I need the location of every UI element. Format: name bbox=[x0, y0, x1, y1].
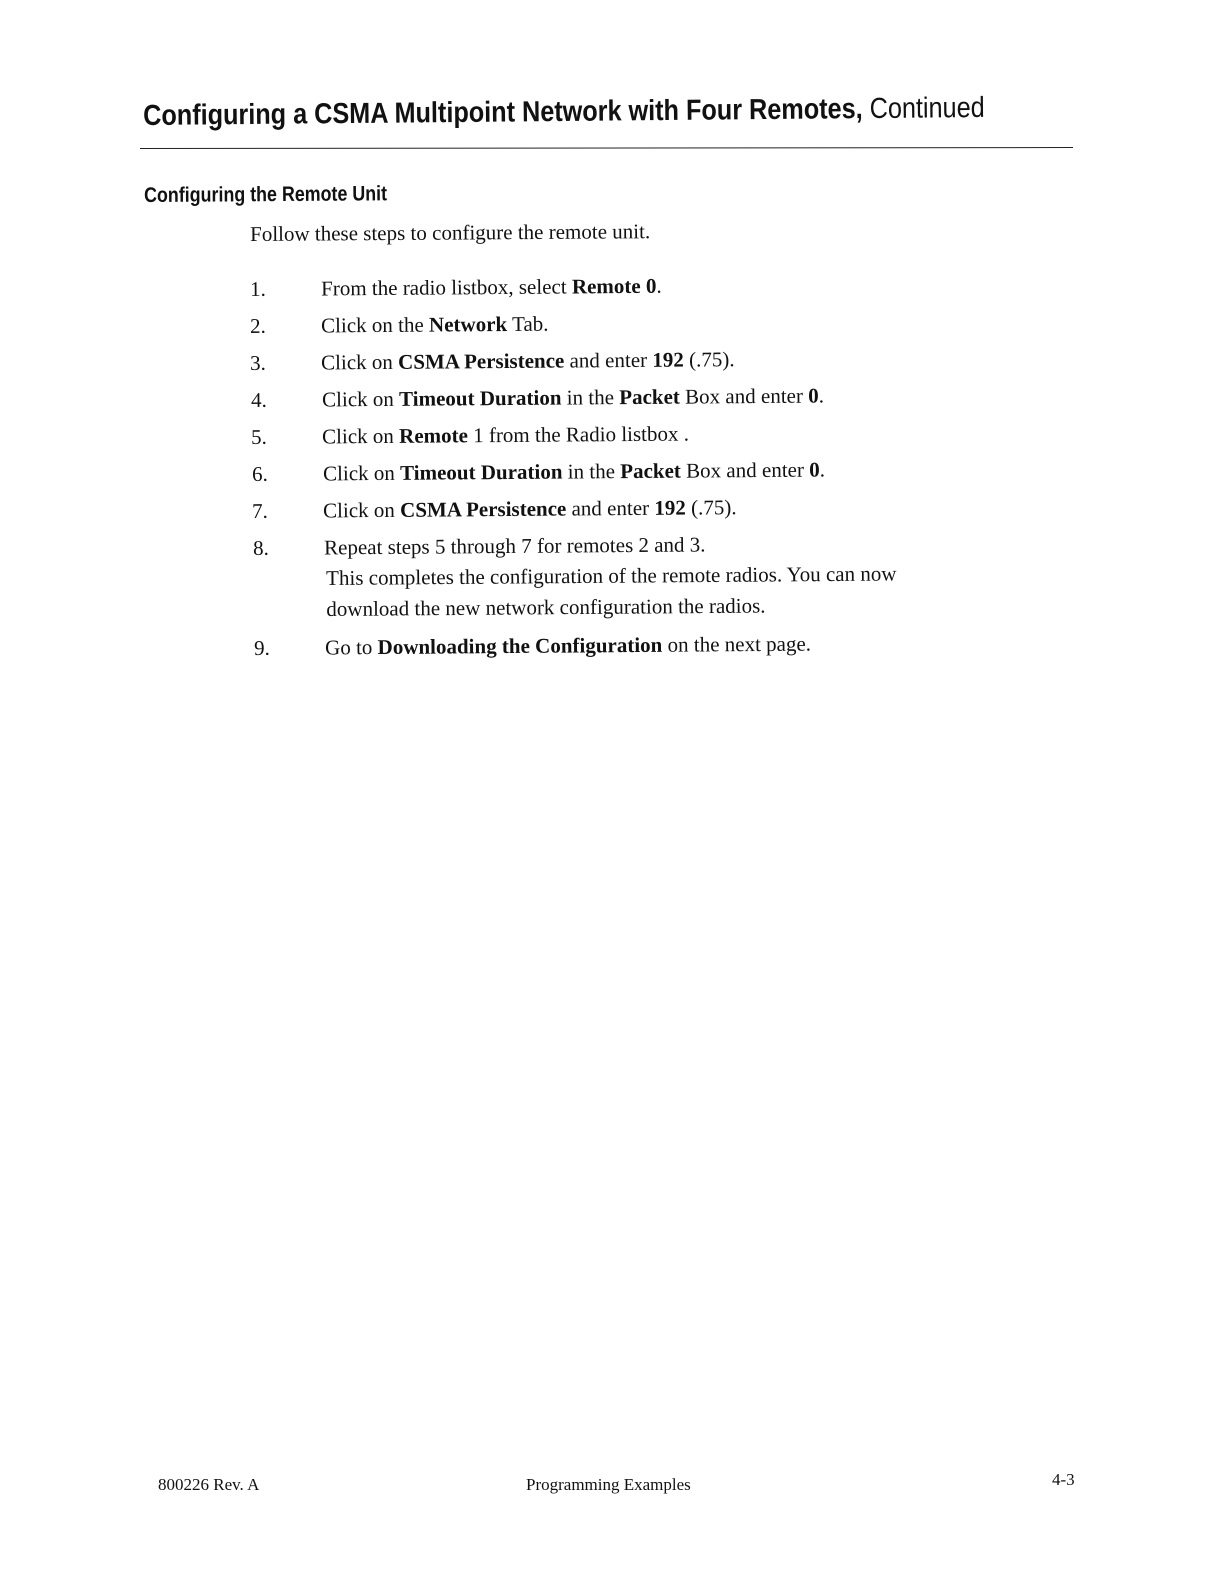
step-text-run: From the radio listbox, select bbox=[321, 274, 572, 301]
step-number: 9. bbox=[254, 635, 270, 660]
note-line-1: This completes the configuration of the remote radios. You can now bbox=[326, 561, 897, 590]
step-number: 4. bbox=[251, 387, 267, 412]
step-text-bold: Downloading the Configuration bbox=[377, 632, 663, 660]
step-text-bold: 0 bbox=[809, 457, 820, 482]
step-text bbox=[322, 421, 689, 450]
step-text-bold: Timeout Duration bbox=[399, 385, 562, 411]
step-text-run: . bbox=[818, 383, 825, 408]
step-text-run: . bbox=[819, 457, 826, 482]
page-title-continued: Continued bbox=[869, 91, 985, 126]
step-text bbox=[321, 311, 549, 339]
footer-page-number: 4-3 bbox=[1052, 1470, 1075, 1489]
step-text-bold: Remote bbox=[399, 423, 468, 448]
step-text-run: Click on bbox=[321, 349, 399, 375]
step-text-run: Box and enter bbox=[680, 457, 810, 483]
step-text-run: Tab. bbox=[507, 311, 549, 336]
step-text-run: in the bbox=[561, 385, 620, 410]
step-number: 6. bbox=[252, 461, 268, 486]
step-text-bold: 192 bbox=[652, 347, 684, 372]
step-number: 1. bbox=[250, 276, 266, 301]
note-line-2: download the new network configuration the radios. bbox=[326, 593, 766, 621]
page-title-main: Configuring a CSMA Multipoint Network with Four Remotes, bbox=[143, 93, 863, 132]
step-text-run: Click on bbox=[322, 386, 400, 412]
step-text-run: (.75). bbox=[685, 495, 737, 520]
footer-chapter: Programming Examples bbox=[526, 1475, 691, 1494]
step-text bbox=[321, 273, 662, 302]
step-text-bold: Packet bbox=[620, 458, 681, 484]
footer-doc-number: 800226 Rev. A bbox=[158, 1475, 260, 1494]
step-text-run: Click on the bbox=[321, 312, 430, 338]
step-8-note bbox=[326, 558, 1026, 625]
step-number: 8. bbox=[253, 535, 269, 560]
step-text bbox=[323, 494, 737, 523]
step-text-bold: Remote 0 bbox=[571, 273, 657, 299]
step-text bbox=[325, 631, 811, 661]
step-text-run: and enter bbox=[564, 347, 653, 373]
step-text-run: on the next page. bbox=[662, 631, 812, 657]
step-text-run: in the bbox=[562, 459, 621, 484]
step-text-run: and enter bbox=[566, 495, 655, 521]
step-text-run: Go to bbox=[325, 635, 378, 660]
step-text-run: 1 from the Radio listbox . bbox=[467, 421, 690, 448]
step-text-run: . bbox=[656, 273, 662, 298]
step-number: 3. bbox=[250, 350, 266, 375]
step-text-bold: Packet bbox=[619, 384, 680, 410]
step-number: 5. bbox=[251, 424, 267, 449]
step-text bbox=[324, 531, 706, 560]
step-text-bold: 192 bbox=[654, 495, 686, 520]
step-text-bold: Timeout Duration bbox=[400, 459, 563, 485]
step-text bbox=[322, 383, 824, 413]
section-heading: Configuring the Remote Unit bbox=[144, 182, 388, 207]
intro-text: Follow these steps to configure the remote unit. bbox=[250, 219, 651, 246]
step-text-bold: 0 bbox=[808, 383, 819, 408]
step-text-run: (.75). bbox=[683, 347, 735, 372]
step-text-run: Repeat steps 5 through 7 for remotes 2 and 3. bbox=[324, 532, 706, 560]
step-text-run: Click on bbox=[323, 460, 401, 486]
step-number: 2. bbox=[250, 313, 266, 338]
step-text-run: Click on bbox=[322, 423, 400, 449]
step-text bbox=[323, 457, 825, 487]
step-number: 7. bbox=[252, 498, 268, 523]
step-text-bold: CSMA Persistence bbox=[398, 348, 565, 374]
step-text-bold: Network bbox=[428, 311, 508, 337]
step-text-bold: CSMA Persistence bbox=[400, 496, 567, 522]
step-text-run: Box and enter bbox=[679, 383, 809, 409]
step-text bbox=[321, 346, 735, 375]
step-text-run: Click on bbox=[323, 497, 401, 523]
